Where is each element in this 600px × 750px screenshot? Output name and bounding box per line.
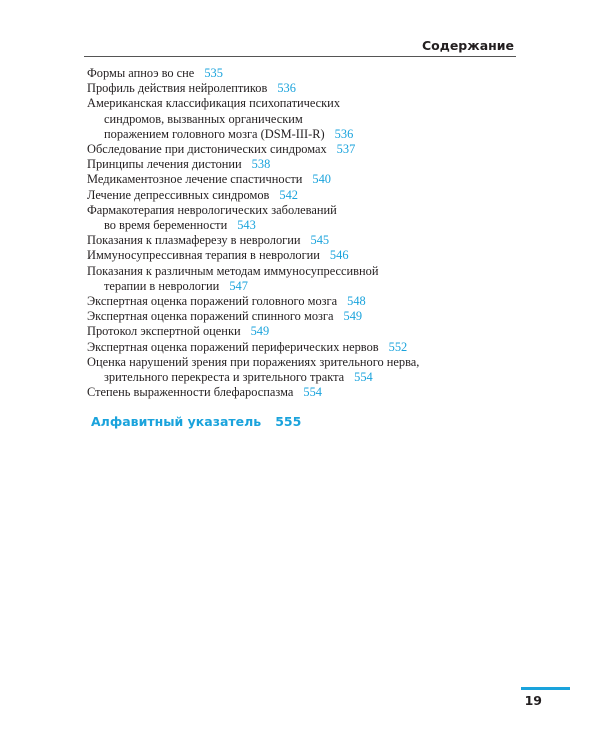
- toc-entry-title: Формы апноэ во сне: [87, 66, 195, 80]
- index-entry-page: 555: [275, 414, 302, 429]
- toc-entry-line: [87, 340, 517, 355]
- toc-entry-line: [87, 127, 517, 142]
- toc-entry-title: во время беременности: [104, 218, 228, 233]
- toc-entry-line: [87, 370, 517, 385]
- toc-entry-title: Принципы лечения дистонии: [87, 157, 242, 172]
- toc-entry-page: 542: [279, 187, 298, 202]
- toc-entry-page: 535: [204, 66, 223, 80]
- toc-entry[interactable]: [87, 294, 517, 309]
- toc-entry-title: Лечение депрессивных синдромов: [87, 187, 270, 202]
- toc-entry[interactable]: [87, 172, 517, 187]
- toc-entry-page: 537: [336, 142, 356, 157]
- toc-entry-line: [87, 233, 517, 248]
- index-entry-label: Алфавитный указатель: [91, 414, 262, 429]
- toc-entry-line: [87, 385, 517, 400]
- toc-entry[interactable]: [87, 157, 517, 172]
- toc-entry-page: 547: [229, 278, 248, 293]
- toc-entry-title: терапии в неврологии: [104, 278, 220, 293]
- toc-entry-line: [87, 264, 517, 279]
- toc-entry-page: 554: [354, 370, 373, 385]
- toc-entry-page: 549: [250, 324, 270, 339]
- toc-entry[interactable]: [87, 264, 517, 294]
- toc-entry[interactable]: [87, 233, 517, 248]
- toc-entry-line: [87, 157, 517, 172]
- toc-entry-page: 554: [303, 385, 322, 400]
- alphabetical-index-entry[interactable]: [91, 414, 301, 429]
- toc-entry-title: Экспертная оценка поражений головного мозга: [87, 294, 338, 309]
- toc-entry-line: [87, 172, 517, 187]
- toc-entry[interactable]: [87, 385, 517, 400]
- toc-entry-page: 543: [237, 218, 256, 233]
- toc-entry[interactable]: [87, 203, 517, 233]
- toc-entry-page: 536: [277, 81, 296, 96]
- toc-entry-title: синдромов, вызванных органическим: [104, 111, 303, 126]
- toc-entry-line: [87, 203, 517, 218]
- toc-entry-page: 540: [312, 172, 331, 187]
- toc-entry[interactable]: [87, 324, 517, 339]
- toc-entry-line: [87, 112, 517, 127]
- toc-entry-page: 536: [334, 126, 354, 141]
- toc-entry-title: Показания к различным методам иммуносупрессивной: [87, 263, 379, 278]
- toc-entry-title: Медикаментозное лечение спастичности: [87, 172, 303, 187]
- toc-entry-title: Оценка нарушений зрения при поражениях зрительного нерва,: [87, 354, 420, 369]
- toc-entry-line: [87, 324, 517, 339]
- toc-entry-page: 538: [251, 157, 271, 172]
- toc-entry-title: Обследование при дистонических синдромах: [87, 142, 327, 157]
- toc-entry-title: Степень выраженности блефароспазма: [87, 385, 294, 400]
- toc-entry-page: 552: [388, 339, 408, 354]
- toc-entry-title: Фармакотерапия неврологических заболеваний: [87, 202, 337, 217]
- table-of-contents: [87, 66, 517, 400]
- toc-entry[interactable]: [87, 248, 517, 263]
- toc-entry-page: 549: [343, 309, 363, 324]
- toc-entry-title: Протокол экспертной оценки: [87, 324, 241, 339]
- footer-accent-bar: [521, 687, 570, 690]
- toc-entry-title: Профиль действия нейролептиков: [87, 81, 268, 96]
- toc-entry-line: [87, 355, 517, 370]
- toc-entry-line: [87, 66, 517, 81]
- toc-entry-title: Экспертная оценка поражений периферических нервов: [87, 339, 379, 354]
- toc-entry[interactable]: [87, 309, 517, 324]
- toc-entry-line: [87, 309, 517, 324]
- toc-entry-line: [87, 279, 517, 294]
- toc-entry-line: [87, 248, 517, 263]
- toc-entry-line: [87, 81, 517, 96]
- toc-entry-line: [87, 294, 517, 309]
- page-number: 19: [524, 693, 542, 708]
- toc-entry[interactable]: [87, 188, 517, 203]
- toc-entry[interactable]: [87, 81, 517, 96]
- toc-entry[interactable]: [87, 96, 517, 142]
- header-rule: [84, 56, 516, 57]
- toc-entry[interactable]: [87, 142, 517, 157]
- toc-entry[interactable]: [87, 66, 517, 81]
- toc-entry[interactable]: [87, 355, 517, 385]
- toc-entry-title: поражением головного мозга (DSM-III-R): [104, 126, 325, 141]
- toc-entry-title: Экспертная оценка поражений спинного мозга: [87, 309, 334, 324]
- toc-entry-title: Американская классификация психопатических: [87, 96, 341, 111]
- toc-entry-page: 546: [329, 248, 349, 263]
- toc-entry-title: Иммуносупрессивная терапия в неврологии: [87, 248, 320, 263]
- toc-entry-line: [87, 96, 517, 111]
- toc-entry-title: зрительного перекреста и зрительного тракта: [104, 370, 345, 385]
- toc-entry-page: 548: [347, 294, 366, 309]
- running-header-title: Содержание: [421, 38, 514, 53]
- toc-entry-line: [87, 188, 517, 203]
- toc-entry-title: Показания к плазмаферезу в неврологии: [87, 233, 301, 248]
- toc-entry-line: [87, 142, 517, 157]
- toc-entry[interactable]: [87, 340, 517, 355]
- toc-entry-page: 545: [310, 233, 330, 248]
- toc-entry-line: [87, 218, 517, 233]
